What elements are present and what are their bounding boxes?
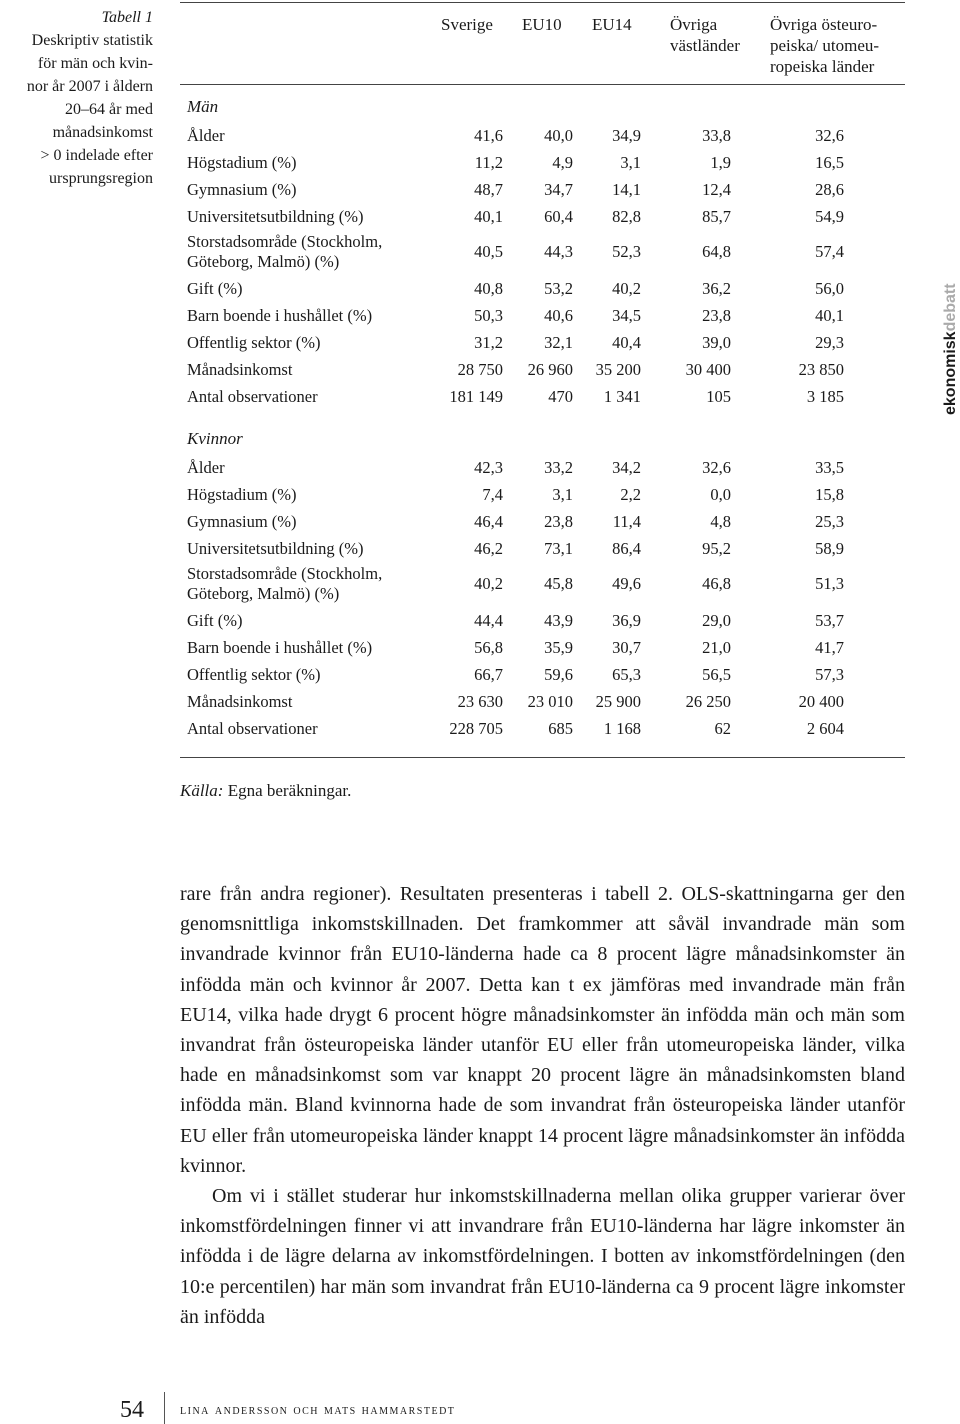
table-cell: 54,9 [815, 207, 844, 226]
logo-text [942, 283, 959, 415]
table-cell: 40,2 [474, 574, 503, 593]
caption-line: nor år 2007 i åldern [26, 78, 153, 95]
caption-line: månadsinkomst [52, 124, 153, 141]
logo-svg [940, 255, 960, 415]
table-cell: 228 705 [449, 719, 503, 738]
source-label: Källa: [180, 781, 224, 800]
column-header-text: EU10 [522, 15, 562, 34]
table-cell: 32,6 [702, 458, 731, 477]
ekonomisk-debatt-logo [940, 255, 960, 415]
table-cell: 1,9 [710, 153, 731, 172]
table-cell: 28 750 [457, 360, 503, 379]
table-cell: 23 630 [457, 692, 503, 711]
row-label [187, 203, 363, 230]
row-label-line: Ålder [187, 126, 225, 145]
table-cell: 60,4 [544, 207, 573, 226]
table-row [187, 715, 887, 742]
row-label-line: Offentlig sektor (%) [187, 665, 321, 684]
table-cell: 58,9 [815, 539, 844, 558]
table-cell: 7,4 [482, 485, 503, 504]
table-cell: 43,9 [544, 611, 573, 630]
table-cell: 33,5 [815, 458, 844, 477]
row-label-line: Högstadium (%) [187, 153, 297, 172]
logo-part-ekonomisk: ekonomisk [942, 331, 959, 415]
table-cell: 42,3 [474, 458, 503, 477]
column-header-eu10 [522, 14, 562, 35]
column-header-text: peiska/ utomeu- [770, 36, 880, 55]
section-title: Kvinnor [187, 429, 243, 448]
table-cell: 31,2 [474, 333, 503, 352]
row-label [187, 607, 242, 634]
table-cell: 1 168 [603, 719, 641, 738]
caption-line: för män och kvin- [37, 55, 153, 72]
table-cell: 685 [548, 719, 573, 738]
table-cell: 41,7 [815, 638, 844, 657]
column-header-ovriga-osteuropeiska [770, 14, 879, 77]
table-caption-label: Tabell 1 [101, 9, 153, 26]
column-header-text: Sverige [441, 15, 493, 34]
table-cell: 3,1 [552, 485, 573, 504]
table-source [180, 781, 351, 801]
row-label-line: Storstadsområde (Stockholm, [187, 232, 383, 251]
table-cell: 16,5 [815, 153, 844, 172]
table-cell: 34,7 [544, 180, 573, 199]
row-label-line: Göteborg, Malmö) (%) [187, 584, 340, 603]
table-cell: 40,6 [544, 306, 573, 325]
row-label [187, 383, 318, 410]
table-cell: 26 960 [527, 360, 573, 379]
table-top-rule [180, 2, 905, 3]
table-cell: 33,8 [702, 126, 731, 145]
table-row [187, 564, 887, 603]
table-cell: 29,0 [702, 611, 731, 630]
body-paragraph: rare från andra regioner). Resultaten presenteras i tabell 2. OLS-skattningarna ger den genomsnittliga inkomstskillnaden. Det framkommer att såväl invandrade män som invandrade kvinnor från EU10-länderna hade ca 8 procent lägre månadsinkomster än infödda män och kvinnor år 2007. Detta kan t ex jämföras med invandrade män från EU14, vilka hade drygt 6 procent högre månadsinkomster än infödda män och män som invandrat från östeuropeiska länder utanför EU eller från utomeuropeiska länder, vilka hade en månadsinkomst som var knappt 20 procent lägre än månadsinkomsten bland infödda män. Bland kvinnorna hade de som invandrat från östeuropeiska länder utanför EU eller från utomeuropeiska länder knappt 14 procent lägre månadsinkomster än infödda kvinnor. [180, 883, 905, 1177]
table-cell: 50,3 [474, 306, 503, 325]
table-cell: 12,4 [702, 180, 731, 199]
row-label [187, 454, 225, 481]
row-label-line: Offentlig sektor (%) [187, 333, 321, 352]
table-bottom-rule [180, 757, 905, 758]
table-cell: 53,2 [544, 279, 573, 298]
column-header-text: Övriga [670, 15, 718, 34]
row-label-line: Högstadium (%) [187, 485, 297, 504]
row-label [187, 356, 292, 383]
table-caption [0, 6, 153, 190]
table-cell: 44,4 [474, 611, 503, 630]
header-rule [180, 84, 905, 85]
table-cell: 85,7 [702, 207, 731, 226]
table-cell: 40,2 [612, 279, 641, 298]
table-cell: 40,4 [612, 333, 641, 352]
table-cell: 181 149 [449, 387, 503, 406]
table-cell: 52,3 [612, 242, 641, 261]
table-cell: 11,4 [612, 512, 641, 531]
row-label [187, 149, 297, 176]
table-cell: 32,6 [815, 126, 844, 145]
table-cell: 66,7 [474, 665, 503, 684]
row-label [187, 634, 372, 661]
column-header-text: Övriga östeuro- [770, 15, 878, 34]
table-row [187, 481, 887, 508]
row-label [187, 564, 382, 604]
row-label [187, 122, 225, 149]
caption-line: 20–64 år med [65, 101, 153, 118]
table-cell: 23,8 [702, 306, 731, 325]
table-cell: 4,8 [710, 512, 731, 531]
table-cell: 1 341 [603, 387, 641, 406]
table-cell: 23 850 [798, 360, 844, 379]
table-cell: 39,0 [702, 333, 731, 352]
column-header-text: västländer [670, 36, 740, 55]
table-row [187, 149, 887, 176]
source-text: Egna beräkningar. [223, 781, 352, 800]
row-label-line: Gift (%) [187, 279, 243, 298]
table-cell: 53,7 [815, 611, 844, 630]
table-cell: 35 200 [595, 360, 641, 379]
table-cell: 46,4 [474, 512, 503, 531]
row-label-line: Gift (%) [187, 611, 243, 630]
table-row [187, 535, 887, 562]
table-cell: 26 250 [685, 692, 731, 711]
logo-part-debatt: debatt [942, 283, 959, 332]
table-cell: 57,4 [815, 242, 844, 261]
row-label [187, 715, 318, 742]
column-header-ovriga-vastlander [670, 14, 740, 56]
table-cell: 36,2 [702, 279, 731, 298]
table-cell: 40,1 [474, 207, 503, 226]
table-cell: 40,5 [474, 242, 503, 261]
row-label [187, 275, 242, 302]
row-label [187, 661, 321, 688]
table-cell: 65,3 [612, 665, 641, 684]
row-label [187, 508, 297, 535]
row-label [187, 688, 292, 715]
table-cell: 30 400 [685, 360, 731, 379]
table-cell: 20 400 [798, 692, 844, 711]
table-cell: 34,5 [612, 306, 641, 325]
table-cell: 21,0 [702, 638, 731, 657]
table-cell: 49,6 [612, 574, 641, 593]
table-cell: 62 [714, 719, 731, 738]
table-cell: 34,2 [612, 458, 641, 477]
table-cell: 45,8 [544, 574, 573, 593]
table-cell: 64,8 [702, 242, 731, 261]
table-cell: 23,8 [544, 512, 573, 531]
table-cell: 36,9 [612, 611, 641, 630]
table-cell: 29,3 [815, 333, 844, 352]
row-label [187, 302, 372, 329]
table-cell: 44,3 [544, 242, 573, 261]
table-cell: 35,9 [544, 638, 573, 657]
table-row [187, 203, 887, 230]
table-row [187, 688, 887, 715]
table-cell: 23 010 [527, 692, 573, 711]
table-cell: 0,0 [710, 485, 731, 504]
table-cell: 41,6 [474, 126, 503, 145]
caption-line: ursprungsregion [49, 170, 153, 187]
body-paragraph: Om vi i stället studerar hur inkomstskillnaderna mellan olika grupper varierar över inkomstfördelningen finner vi att invandrare från EU10-länderna har lägre inkomster än infödda i de lägre delarna av inkomstfördelningen. I botten av inkomstfördelningen (den 10:e percentilen) har män som invandrat från EU10-länderna ca 9 procent lägre inkomster än infödda [180, 1185, 905, 1328]
row-label-line: Universitetsutbildning (%) [187, 207, 364, 226]
row-label-line: Universitetsutbildning (%) [187, 539, 364, 558]
table-cell: 11,2 [474, 153, 503, 172]
row-label-line: Storstadsområde (Stockholm, [187, 564, 383, 583]
row-label-line: Ålder [187, 458, 225, 477]
row-label-line: Barn boende i hushållet (%) [187, 638, 373, 657]
table-cell: 14,1 [612, 180, 641, 199]
table-cell: 105 [706, 387, 731, 406]
table-cell: 470 [548, 387, 573, 406]
row-label-line: Barn boende i hushållet (%) [187, 306, 373, 325]
row-label-line: Månadsinkomst [187, 360, 293, 379]
table-cell: 15,8 [815, 485, 844, 504]
column-header-text: ropeiska länder [770, 57, 875, 76]
row-label [187, 232, 382, 272]
row-label-line: Antal observationer [187, 387, 318, 406]
table-cell: 95,2 [702, 539, 731, 558]
table-cell: 56,5 [702, 665, 731, 684]
column-header-sverige [441, 14, 493, 35]
row-label-line: Månadsinkomst [187, 692, 293, 711]
table-cell: 25 900 [595, 692, 641, 711]
table-cell: 34,9 [612, 126, 641, 145]
row-label [187, 535, 363, 562]
table-row [187, 607, 887, 634]
column-header-text: EU14 [592, 15, 632, 34]
body-text [180, 879, 905, 1332]
table-cell: 40,8 [474, 279, 503, 298]
column-header-eu14 [592, 14, 632, 35]
table-row [187, 232, 887, 271]
table-cell: 46,8 [702, 574, 731, 593]
table-cell: 59,6 [544, 665, 573, 684]
footer-divider [164, 1392, 165, 1424]
table-cell: 3,1 [620, 153, 641, 172]
table-cell: 40,0 [544, 126, 573, 145]
table-cell: 73,1 [544, 539, 573, 558]
section-title: Män [187, 97, 219, 116]
row-label [187, 329, 321, 356]
table-cell: 30,7 [612, 638, 641, 657]
row-label [187, 481, 297, 508]
table-row [187, 383, 887, 410]
row-label [187, 176, 297, 203]
table-row [187, 508, 887, 535]
table-cell: 3 185 [806, 387, 844, 406]
table-cell: 82,8 [612, 207, 641, 226]
table-cell: 56,8 [474, 638, 503, 657]
table-row [187, 176, 887, 203]
table-row [187, 329, 887, 356]
row-label-line: Antal observationer [187, 719, 318, 738]
table-cell: 2,2 [620, 485, 641, 504]
row-label-line: Göteborg, Malmö) (%) [187, 252, 340, 271]
table-cell: 46,2 [474, 539, 503, 558]
table-cell: 28,6 [815, 180, 844, 199]
table-cell: 57,3 [815, 665, 844, 684]
table-cell: 51,3 [815, 574, 844, 593]
table-row [187, 122, 887, 149]
table-cell: 32,1 [544, 333, 573, 352]
caption-line: Deskriptiv statistik [31, 32, 153, 49]
table-cell: 48,7 [474, 180, 503, 199]
table-cell: 2 604 [806, 719, 844, 738]
table-row [187, 454, 887, 481]
caption-line: > 0 indelade efter [40, 147, 153, 164]
running-footer-authors: lina andersson och mats hammarstedt [180, 1403, 456, 1418]
row-label-line: Gymnasium (%) [187, 512, 297, 531]
table-cell: 40,1 [815, 306, 844, 325]
table-cell: 56,0 [815, 279, 844, 298]
page-number: 54 [120, 1397, 144, 1423]
table-cell: 4,9 [552, 153, 573, 172]
table-cell: 33,2 [544, 458, 573, 477]
table-cell: 25,3 [815, 512, 844, 531]
row-label-line: Gymnasium (%) [187, 180, 297, 199]
table-row [187, 356, 887, 383]
table-cell: 86,4 [612, 539, 641, 558]
table-row [187, 275, 887, 302]
table-row [187, 302, 887, 329]
table-row [187, 634, 887, 661]
table-row [187, 661, 887, 688]
